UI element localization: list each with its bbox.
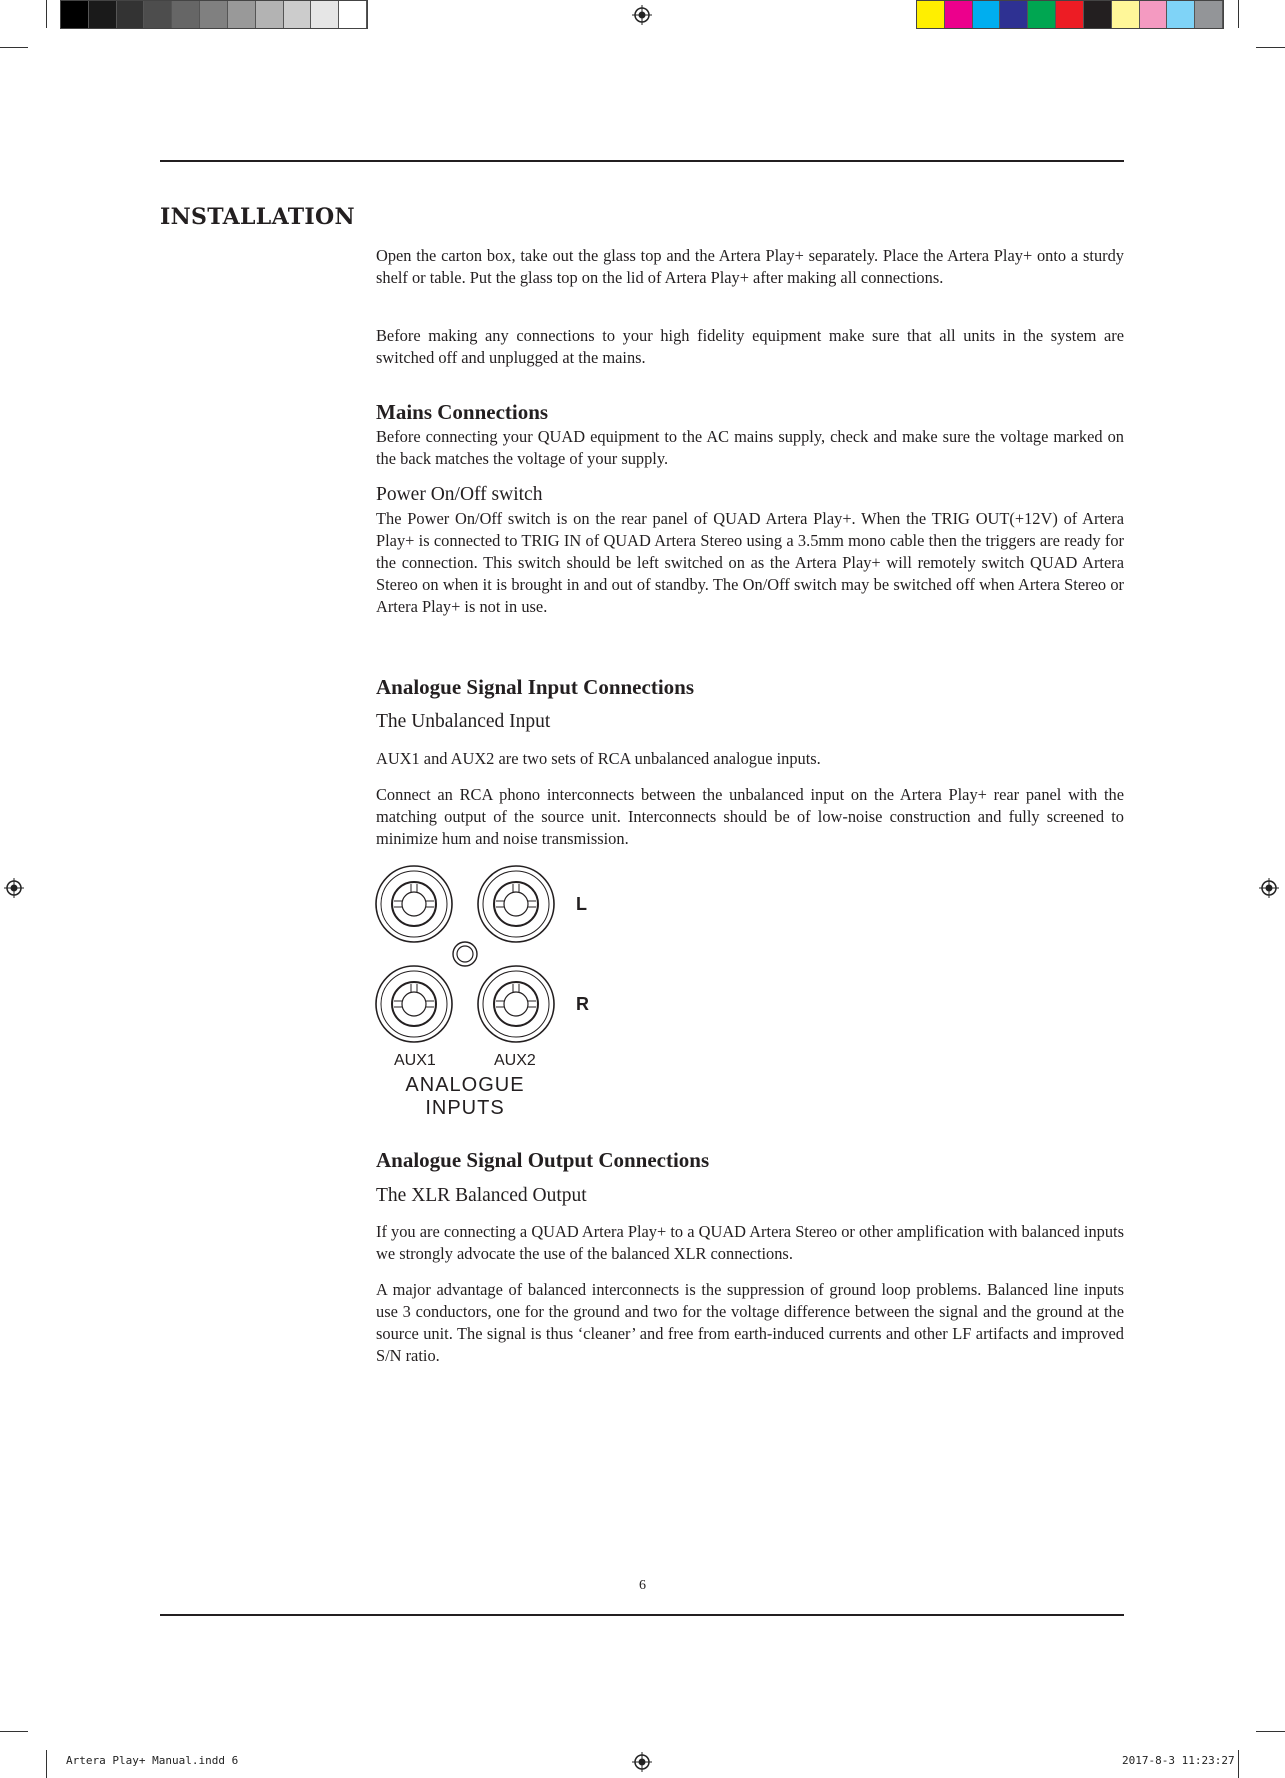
analogue-input-heading: Analogue Signal Input Connections	[376, 675, 695, 699]
rca-connectors-icon	[372, 862, 612, 1062]
grayscale-swatch	[339, 1, 367, 28]
crop-mark	[1256, 47, 1285, 48]
grayscale-swatch	[61, 1, 89, 28]
color-swatch	[1140, 1, 1168, 28]
xlr-output-subheading: The XLR Balanced Output	[376, 1185, 587, 1206]
intro-paragraph	[376, 245, 1124, 289]
analogue-inputs-diagram	[372, 862, 612, 1127]
channel-right-label: R	[576, 994, 589, 1014]
aux1-label: AUX1	[394, 1052, 436, 1069]
intro-paragraph	[376, 325, 1124, 369]
diagram-caption-line1: ANALOGUE	[405, 1074, 525, 1096]
grayscale-swatch	[284, 1, 312, 28]
grayscale-swatch	[200, 1, 228, 28]
analogue-output-paragraph: A major advantage of balanced interconnects is the suppression of ground loop problems. Balanced line inputs use 3 conductors, one for the ground and two for the voltage difference between the signal and the ground at the source unit. The signal is thus ‘cleaner’ and free from earth-induced currents and other LF artifacts and improved S/N ratio.	[376, 1280, 1124, 1365]
analogue-output-paragraph: If you are connecting a QUAD Artera Play+ to a QUAD Artera Stereo or other amplification with balanced inputs we strongly advocate the use of the balanced XLR connections.	[376, 1222, 1124, 1263]
slug-filename: Artera Play+ Manual.indd 6	[66, 1754, 239, 1767]
color-swatch	[973, 1, 1001, 28]
grayscale-swatch	[228, 1, 256, 28]
analogue-input-paragraph: AUX1 and AUX2 are two sets of RCA unbalanced analogue inputs.	[376, 749, 821, 768]
unbalanced-input-subheading: The Unbalanced Input	[376, 711, 551, 732]
registration-mark-icon	[632, 5, 652, 25]
process-color-bar	[916, 0, 1224, 29]
crop-mark	[0, 47, 28, 48]
slug-timestamp: 2017-8-3 11:23:27	[1122, 1754, 1235, 1767]
analogue-input-paragraph: Connect an RCA phono interconnects between the unbalanced input on the Artera Play+ rear panel with the matching output of the source unit. Interconnects should be of low-noise construction and fully screened to minimize hum and noise transmission.	[376, 785, 1124, 848]
grayscale-swatch	[117, 1, 145, 28]
power-paragraph: The Power On/Off switch is on the rear panel of QUAD Artera Play+. When the TRIG OUT(+12V) of Artera Play+ is connected to TRIG IN of QUAD Artera Stereo using a 3.5mm mono cable then the triggers are ready for the connection. This switch should be left switched on as the Artera Play+ will remotely switch QUAD Artera Stereo on when it is brought in and out of standby. The On/Off switch may be switched off when Artera Stereo or Artera Play+ is not in use.	[376, 509, 1124, 616]
color-swatch	[945, 1, 973, 28]
top-rule	[160, 160, 1124, 162]
color-swatch	[1112, 1, 1140, 28]
rca-jack-aux1-left-icon	[376, 866, 452, 942]
page-number: 6	[639, 1578, 646, 1593]
crop-mark	[1238, 1750, 1239, 1778]
mains-paragraph: Before connecting your QUAD equipment to the AC mains supply, check and make sure the voltage marked on the back matches the voltage of your supply.	[376, 427, 1124, 468]
crop-mark	[1256, 1731, 1285, 1732]
rca-jack-aux2-left-icon	[478, 866, 554, 942]
grayscale-color-bar	[60, 0, 368, 29]
grayscale-swatch	[311, 1, 339, 28]
color-swatch	[917, 1, 945, 28]
crop-mark	[0, 1731, 28, 1732]
crop-mark	[46, 0, 47, 28]
registration-mark-icon	[1259, 878, 1279, 898]
section-title: INSTALLATION	[160, 204, 355, 230]
registration-mark-icon	[632, 1752, 652, 1772]
grayscale-swatch	[256, 1, 284, 28]
intro-text-2: Before making any connections to your high fidelity equipment make sure that all units in the system are switched off and unplugged at the mains.	[376, 326, 1124, 367]
rca-jack-aux2-right-icon	[478, 966, 554, 1042]
crop-mark	[1238, 0, 1239, 28]
diagram-caption-line2: INPUTS	[425, 1097, 505, 1119]
intro-text-1: Open the carton box, take out the glass top and the Artera Play+ separately. Place the Artera Play+ onto a sturdy shelf or table. Put the glass top on the lid of Artera Play+ after making all connections.	[376, 246, 1124, 287]
power-heading: Power On/Off switch	[376, 484, 543, 505]
analogue-output-heading: Analogue Signal Output Connections	[376, 1148, 710, 1172]
grayscale-swatch	[89, 1, 117, 28]
channel-left-label: L	[576, 894, 587, 914]
color-swatch	[1084, 1, 1112, 28]
ground-screw-icon	[453, 942, 477, 966]
rca-jack-aux1-right-icon	[376, 966, 452, 1042]
color-swatch	[1195, 1, 1223, 28]
registration-mark-icon	[4, 878, 24, 898]
color-swatch	[1167, 1, 1195, 28]
bottom-rule	[160, 1614, 1124, 1616]
aux2-label: AUX2	[494, 1052, 536, 1069]
grayscale-swatch	[172, 1, 200, 28]
crop-mark	[46, 1750, 47, 1778]
color-swatch	[1028, 1, 1056, 28]
color-swatch	[1056, 1, 1084, 28]
color-swatch	[1000, 1, 1028, 28]
grayscale-swatch	[144, 1, 172, 28]
mains-heading: Mains Connections	[376, 400, 549, 424]
